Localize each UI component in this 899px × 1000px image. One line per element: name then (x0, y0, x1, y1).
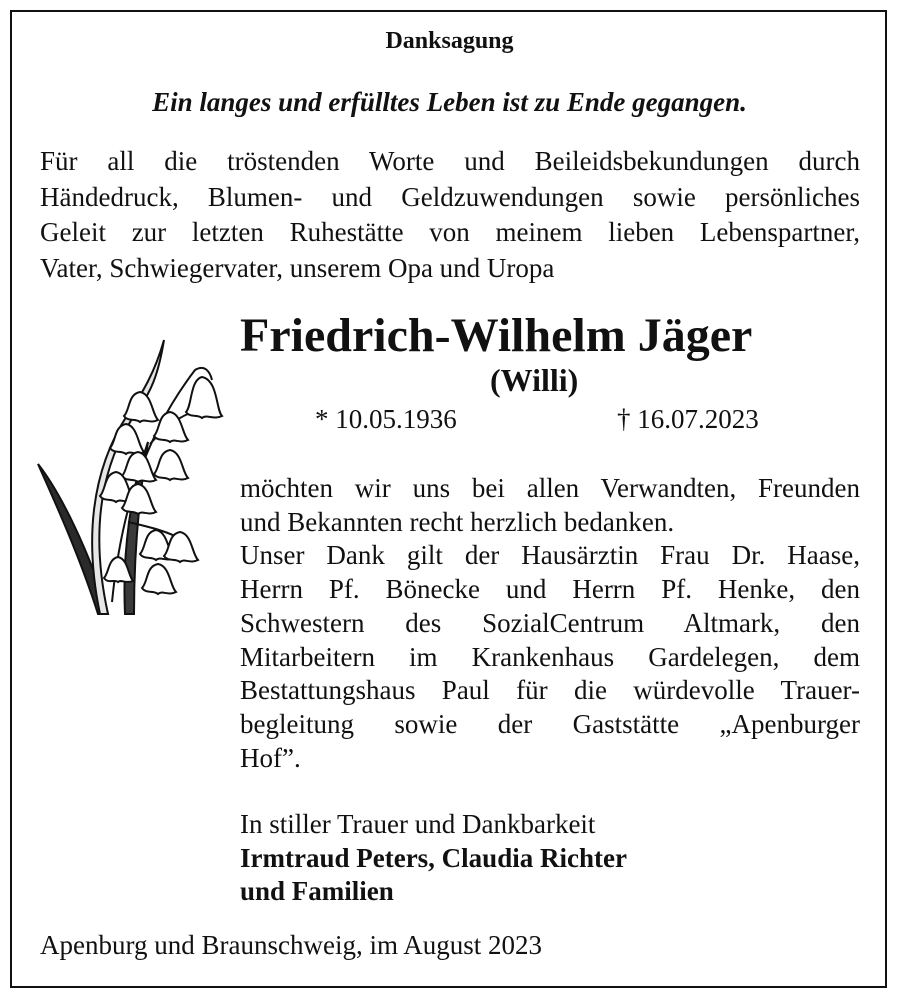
thanks-line: Mitarbeitern im Krankenhaus Gardelegen, dem (240, 641, 860, 672)
thanks-line: möchten wir uns bei allen Verwandten, Freunden (240, 473, 860, 503)
place-and-date: Apenburg und Braunschweig, im August 2023 (40, 930, 542, 960)
mourners-families: und Familien (240, 876, 394, 906)
death-date: † 16.07.2023 (617, 404, 759, 434)
mourners-names: Irmtraud Peters, Claudia Richter (240, 842, 627, 873)
intro-line: Händedruck, Blumen- und Geldzuwendungen sowie persönliches (40, 181, 860, 212)
thanks-line: Unser Dank gilt der Hausärztin Frau Dr. Haase, (240, 540, 860, 571)
deceased-name: Friedrich-Wilhelm Jäger (240, 309, 753, 362)
thanks-line: Schwestern des SozialCentrum Altmark, den (240, 607, 860, 638)
thanks-line: Herrn Pf. Bönecke und Herrn Pf. Henke, den (240, 574, 860, 605)
notice-subheading: Ein langes und erfülltes Leben ist zu Ende gegangen. (152, 87, 747, 117)
birth-date: * 10.05.1936 (315, 404, 457, 434)
closing-phrase: In stiller Trauer und Dankbarkeit (240, 809, 596, 839)
thanks-paragraph (240, 472, 860, 775)
lily-of-the-valley-icon (30, 332, 230, 622)
deceased-nickname: (Willi) (490, 362, 579, 398)
thanks-line: begleitung sowie der Gaststätte „Apenburger (240, 708, 860, 739)
notice-heading: Danksagung (385, 28, 514, 54)
intro-line: Für all die tröstenden Worte und Beileidsbekundungen durch (40, 146, 860, 176)
intro-paragraph (40, 144, 860, 286)
closing-block (240, 808, 627, 909)
intro-line: Vater, Schwiegervater, unserem Opa und Uropa (40, 252, 555, 283)
thanks-line: Bestattungshaus Paul für die würdevolle Trauer- (240, 675, 860, 706)
thanks-line: Hof”. (240, 742, 301, 773)
thanks-line: und Bekannten recht herzlich bedanken. (240, 506, 675, 537)
intro-line: Geleit zur letzten Ruhestätte von meinem lieben Lebenspartner, (40, 217, 860, 247)
